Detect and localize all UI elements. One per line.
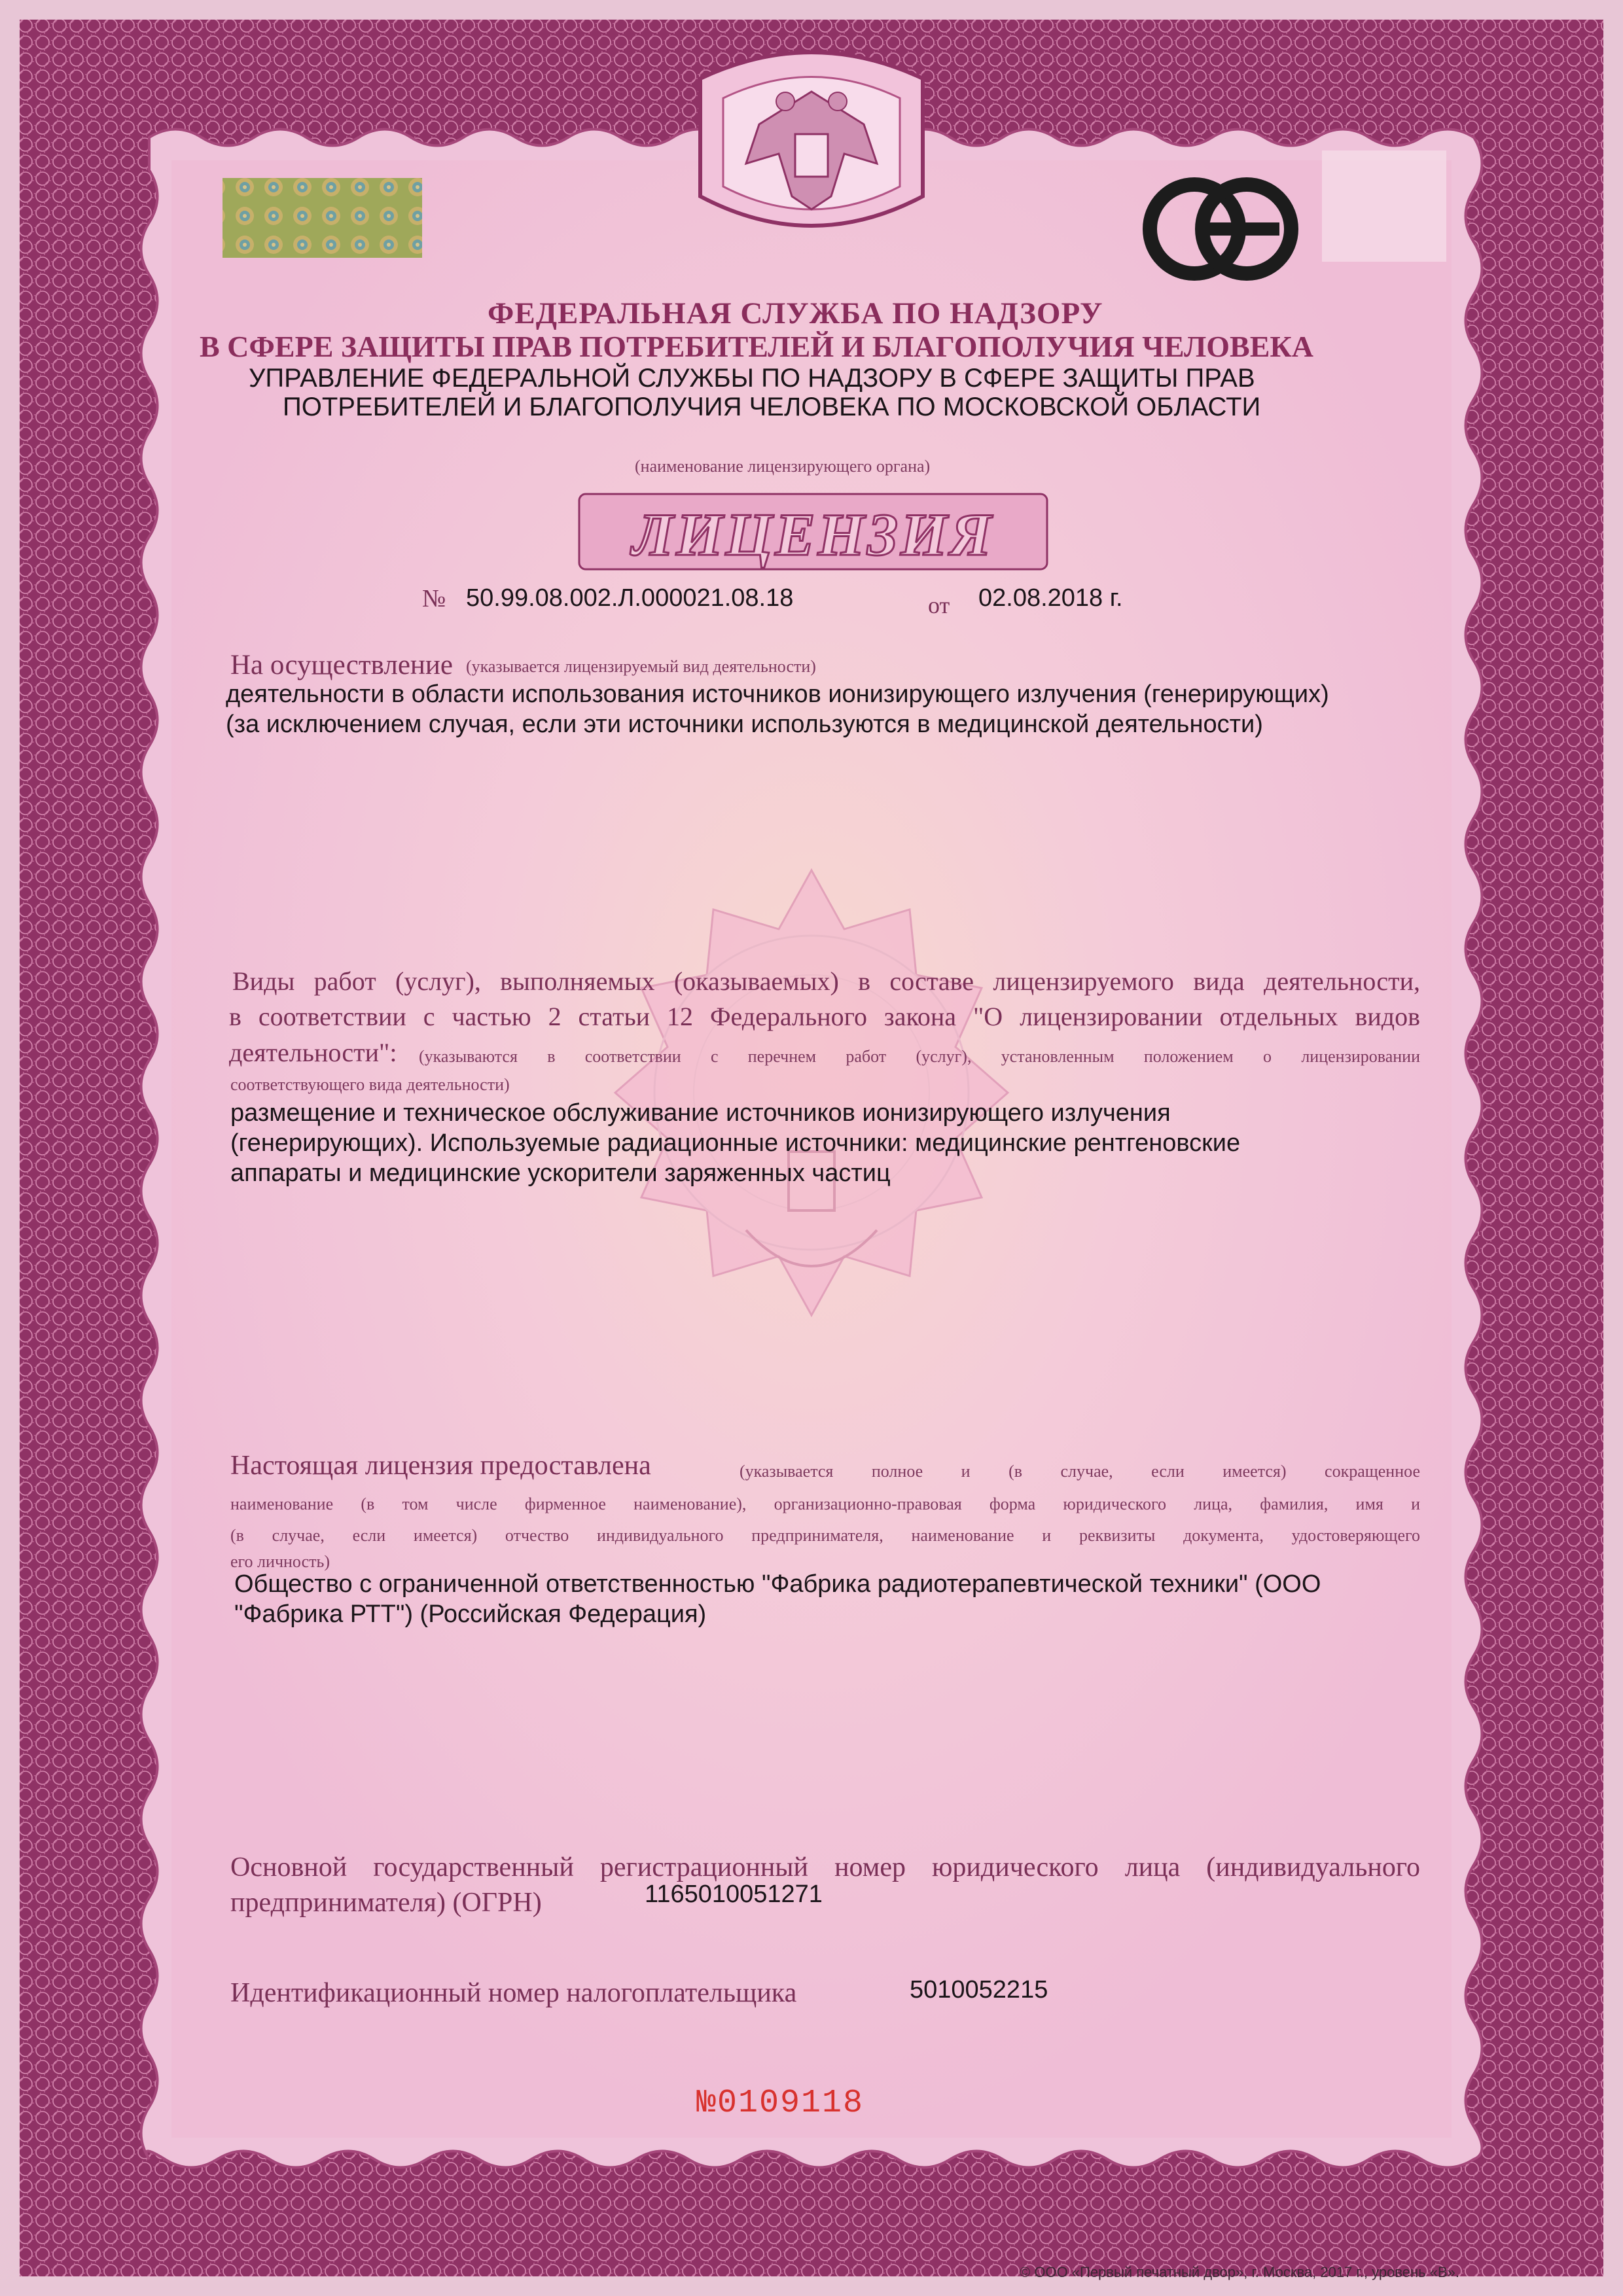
activity-note: (указывается лицензируемый вид деятельности) (466, 657, 816, 676)
license-date-prefix: от (928, 592, 950, 618)
office-line-1: УПРАВЛЕНИЕ ФЕДЕРАЛЬНОЙ СЛУЖБЫ ПО НАДЗОРУ В СФЕРЕ ЗАЩИТЫ ПРАВ (249, 364, 1255, 393)
activity-label: На осуществление (230, 650, 454, 680)
license-date: 02.08.2018 г. (978, 584, 1123, 612)
licensee-note-line-2: наименование (в том числе фирменное наименование), организационно-правовая форма юридического лица, фамилия, имя и (230, 1494, 1420, 1513)
ogrn-value: 1165010051271 (645, 1881, 823, 1908)
ogrn-label-line-1: Основной государственный регистрационный номер юридического лица (индивидуального (230, 1852, 1420, 1882)
works-note-line-2: соответствующего вида деятельности) (230, 1075, 510, 1094)
works-label-line-3: деятельности": (229, 1038, 397, 1067)
form-number: №0109118 (696, 2085, 865, 2122)
agency-line-2: В СФЕРЕ ЗАЩИТЫ ПРАВ ПОТРЕБИТЕЛЕЙ И БЛАГОПОЛУЧИЯ ЧЕЛОВЕКА (200, 330, 1313, 363)
printer-credit: © ООО «Первый печатный двор», г. Москва, 2017 г., уровень «В». (1020, 2264, 1459, 2280)
double-headed-eagle-emblem (700, 52, 923, 226)
activity-line-2: (за исключением случая, если эти источники используются в медицинской деятельности) (226, 711, 1263, 738)
inn-value: 5010052215 (910, 1976, 1048, 2004)
works-line-1: размещение и техническое обслуживание источников ионизирующего излучения (230, 1099, 1171, 1127)
license-title: ЛИЦЕНЗИЯ (632, 501, 994, 568)
works-line-3: аппараты и медицинские ускорители заряженных частиц (230, 1159, 891, 1187)
inn-label: Идентификационный номер налогоплательщика (230, 1978, 797, 2008)
licensee-note-line-1: (указывается полное и (в случае, если имеется) сокращенное (740, 1462, 1420, 1481)
licensee-line-2: "Фабрика РТТ") (Российская Федерация) (234, 1600, 707, 1628)
licensee-line-1: Общество с ограниченной ответственностью "Фабрика радиотерапевтической техники" (ООО (234, 1570, 1321, 1598)
license-number: 50.99.08.002.Л.000021.08.18 (466, 584, 794, 612)
office-line-2: ПОТРЕБИТЕЛЕЙ И БЛАГОПОЛУЧИЯ ЧЕЛОВЕКА ПО МОСКОВСКОЙ ОБЛАСТИ (283, 393, 1261, 421)
licensee-label: Настоящая лицензия предоставлена (230, 1451, 651, 1481)
works-label-line-2: в соответствии с частью 2 статьи 12 Федерального закона "О лицензировании отдельных видов (229, 1002, 1420, 1031)
licensee-note-line-4: его личность) (230, 1552, 330, 1571)
licensee-note-line-3: (в случае, если имеется) отчество индивидуального предпринимателя, наименование и реквизиты документа, удостоверяющего (230, 1526, 1420, 1545)
hologram-strip (223, 178, 422, 258)
agency-line-1: ФЕДЕРАЛЬНАЯ СЛУЖБА ПО НАДЗОРУ (488, 296, 1103, 330)
works-note-line-1: (указываются в соответствии с перечнем работ (услуг), установленным положением о лицензировании (419, 1047, 1420, 1066)
works-line-2: (генерирующих). Используемые радиационные источники: медицинские рентгеновские (230, 1129, 1241, 1157)
ogrn-label-line-2: предпринимателя) (ОГРН) (230, 1888, 542, 1918)
activity-line-1: деятельности в области использования источников ионизирующего излучения (генерирующих) (226, 680, 1329, 708)
stamp-faded (1322, 150, 1446, 262)
works-label-line-1: Виды работ (услуг), выполняемых (оказываемых) в составе лицензируемого вида деятельности, (232, 966, 1420, 996)
license-number-prefix: № (422, 585, 446, 612)
office-note: (наименование лицензирующего органа) (635, 457, 931, 476)
